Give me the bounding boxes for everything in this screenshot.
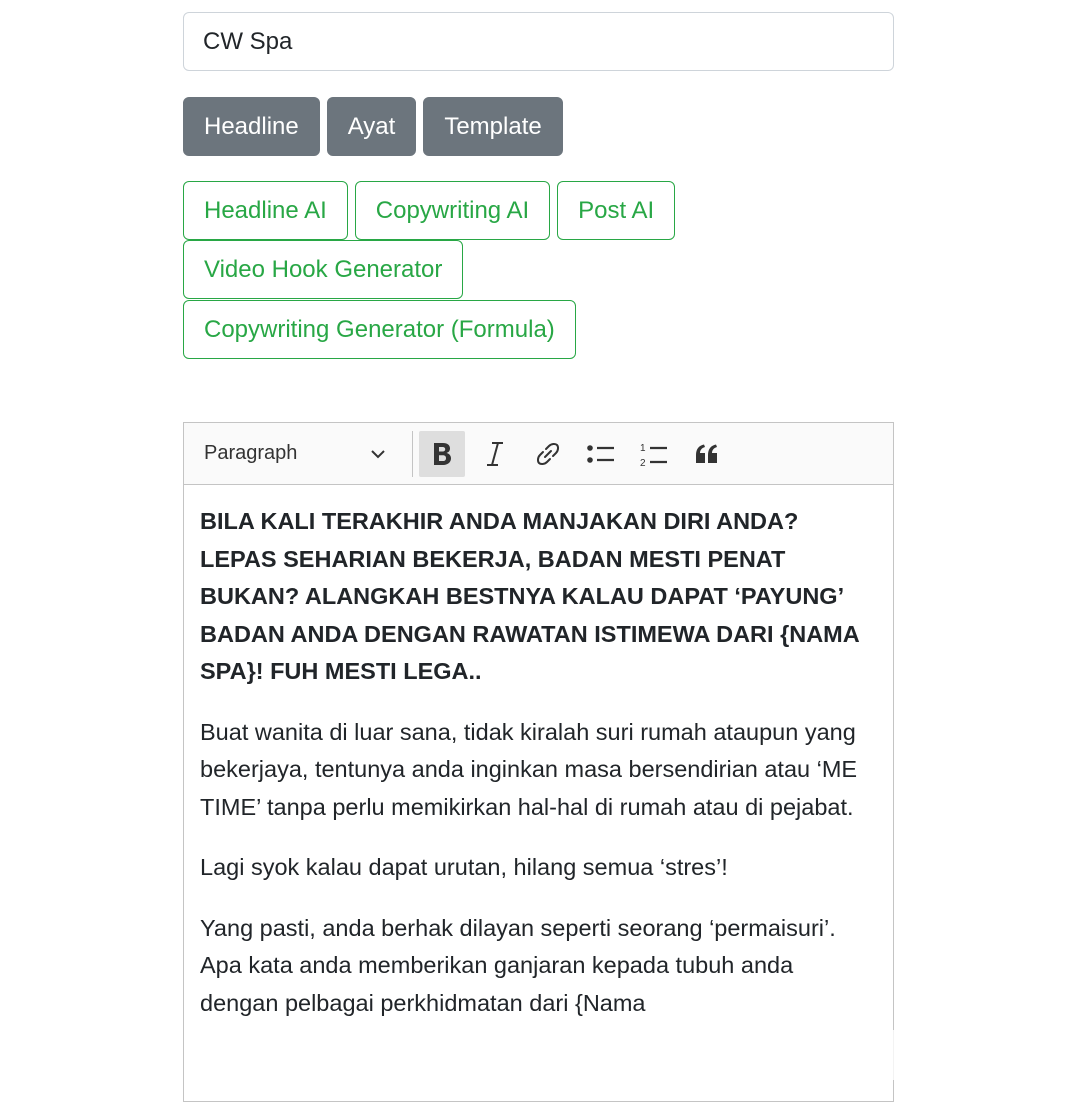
editor-paragraph: Buat wanita di luar sana, tidak kiralah suri rumah ataupun yang bekerjaya, tentunya anda inginkan masa bersendirian atau ‘ME TIME’ tanpa perlu memikirkan hal-hal di rumah atau di pejabat. <box>200 718 858 820</box>
bold-icon <box>430 441 454 467</box>
editor-content[interactable] <box>184 485 893 1022</box>
editor-paragraph: Lagi syok kalau dapat urutan, hilang semua ‘stres’! <box>200 854 728 880</box>
headline-ai-button[interactable]: Headline AI <box>183 181 348 240</box>
bulleted-list-icon <box>586 441 616 467</box>
video-hook-generator-button[interactable]: Video Hook Generator <box>183 240 463 299</box>
link-button[interactable] <box>525 431 571 477</box>
ayat-button[interactable]: Ayat <box>327 97 417 156</box>
editor-toolbar <box>184 423 893 485</box>
heading-dropdown-label: Paragraph <box>204 442 298 464</box>
italic-button[interactable] <box>472 431 518 477</box>
ai-button-group-row3 <box>183 300 576 359</box>
blockquote-button[interactable] <box>684 431 730 477</box>
blockquote-icon <box>694 443 720 465</box>
template-button[interactable]: Template <box>423 97 562 156</box>
editor-headline-paragraph: BILA KALI TERAKHIR ANDA MANJAKAN DIRI ANDA? LEPAS SEHARIAN BEKERJA, BADAN MESTI PENAT BUKAN? ALANGKAH BESTNYA KALAU DAPAT ‘PAYUNG’ BADAN ANDA DENGAN RAWATAN ISTIMEWA DARI {NAMA SPA}! FUH MESTI LEGA.. <box>200 508 859 684</box>
toolbar-divider <box>412 431 413 477</box>
italic-icon <box>485 441 505 467</box>
bulleted-list-button[interactable] <box>578 431 624 477</box>
post-ai-button[interactable]: Post AI <box>557 181 675 240</box>
svg-text:1: 1 <box>640 442 646 454</box>
numbered-list-icon <box>639 440 669 468</box>
title-input[interactable] <box>183 12 894 71</box>
svg-text:2: 2 <box>640 457 646 468</box>
headline-button[interactable]: Headline <box>183 97 320 156</box>
editor-paragraph: Yang pasti, anda berhak dilayan seperti seorang ‘permaisuri’. Apa kata anda memberikan ganjaran kepada tubuh anda dengan pelbagai perkhidmatan dari {Nama <box>200 914 836 1016</box>
link-icon <box>535 441 561 467</box>
copywriting-generator-formula-button[interactable]: Copywriting Generator (Formula) <box>183 300 576 359</box>
copywriting-ai-button[interactable]: Copywriting AI <box>355 181 550 240</box>
rich-text-editor <box>183 422 894 1102</box>
heading-dropdown[interactable] <box>190 431 402 477</box>
chevron-down-icon <box>370 449 386 459</box>
tab-button-group <box>183 97 563 156</box>
numbered-list-button[interactable] <box>631 431 677 477</box>
ai-button-group-row1 <box>183 181 675 240</box>
bold-button[interactable] <box>419 431 465 477</box>
ai-button-group-row2 <box>183 240 463 299</box>
